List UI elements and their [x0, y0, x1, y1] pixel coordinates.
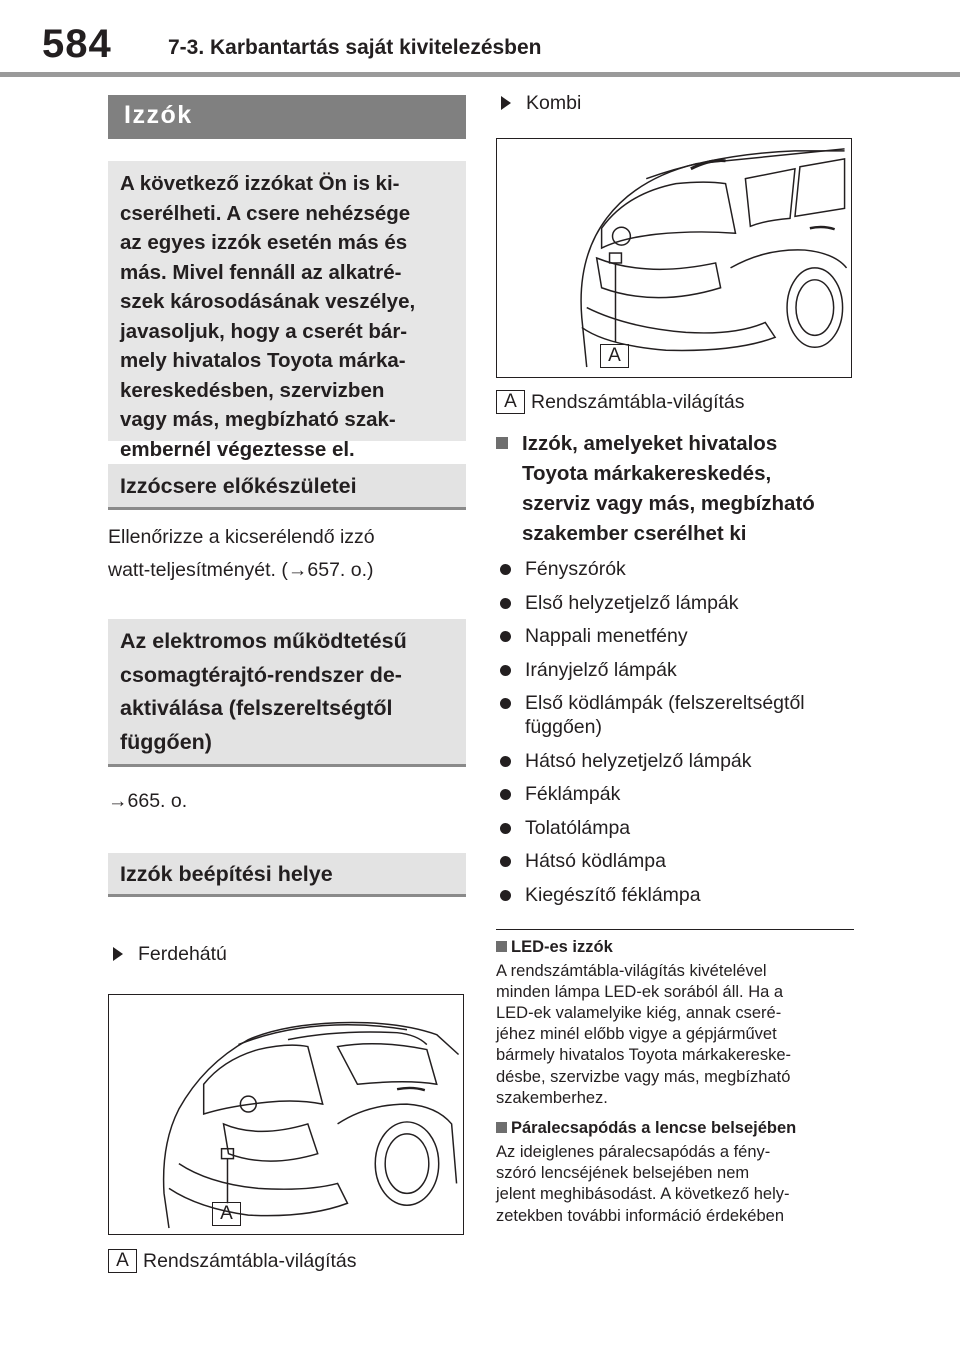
- intro-line: embernél végeztesse el.: [120, 437, 355, 461]
- bullet-dot-icon: [500, 698, 511, 709]
- caption-label-a: A: [496, 390, 525, 414]
- caption-text: Rendszámtábla-világítás: [531, 390, 745, 413]
- callout-label-a: A: [212, 1202, 241, 1226]
- bullet-dot-icon: [500, 598, 511, 609]
- paragraph-line: watt-teljesítményét. (→657. o.): [108, 559, 374, 581]
- variant-label: Ferdehátú: [138, 943, 227, 965]
- bullet-dot-icon: [500, 856, 511, 867]
- wagon-illustration: [496, 138, 852, 378]
- intro-line: cserélheti. A csere nehézsége: [120, 201, 411, 225]
- page-header: [0, 0, 960, 78]
- left-column: [108, 95, 466, 1273]
- list-item: Féklámpák: [496, 782, 856, 806]
- section-head-line: aktiválása (felszereltségtől: [120, 696, 393, 720]
- bullet-dot-icon: [500, 665, 511, 676]
- intro-line: vagy más, megbízható szak-: [120, 408, 396, 431]
- dealer-replaced-bulbs-heading: [496, 429, 856, 549]
- bullet-dot-icon: [500, 789, 511, 800]
- intro-line: javasoljuk, hogy a cserét bár-: [120, 319, 408, 343]
- section-head-power-tailgate: [108, 619, 466, 767]
- list-item: Tolatólámpa: [496, 816, 856, 840]
- list-item: Első ködlámpák (felszereltségtől függően): [496, 691, 856, 739]
- right-column: [496, 90, 856, 1227]
- section-head-bulb-locations: Izzók beépítési helye: [108, 853, 466, 897]
- list-item: Irányjelző lámpák: [496, 658, 856, 682]
- intro-line: az egyes izzók esetén más és: [120, 231, 408, 254]
- list-item: Fényszórók: [496, 557, 856, 581]
- page-reference: →665. o.: [108, 790, 188, 812]
- list-item: Nappali menetfény: [496, 624, 856, 648]
- section-title-bulbs: Izzók: [108, 95, 466, 139]
- paragraph-line: Ellenőrizze a kicserélendő izzó: [108, 526, 375, 548]
- figure-caption: [108, 1249, 466, 1273]
- section-head-line: Az elektromos működtetésű: [120, 629, 407, 653]
- bullet-dot-icon: [500, 631, 511, 642]
- bulb-list: [496, 557, 856, 907]
- chapter-title: 7-3. Karbantartás saját kivitelezésben: [168, 36, 542, 59]
- callout-label-a: A: [600, 344, 629, 368]
- note-body-led: A rendszámtábla-világítás kivételével minden lámpa LED-ek sorából áll. Ha a LED-ek valamelyike kiég, annak cseré- jéhez minél előbb vigye a gépjárművet bármely hivatalos Toyota márkakereske- désbe, szervizbe vagy más, megbízható szakemberhez.: [496, 961, 791, 1107]
- variant-label: Kombi: [526, 92, 582, 114]
- intro-line: mely hivatalos Toyota márka-: [120, 349, 406, 372]
- list-item: Hátsó ködlámpa: [496, 849, 856, 873]
- subhead-line: szakember cserélhet ki: [522, 522, 747, 545]
- intro-box: [108, 161, 466, 461]
- bullet-dot-icon: [500, 823, 511, 834]
- bullet-dot-icon: [500, 564, 511, 575]
- subhead-line: szerviz vagy más, megbízható: [522, 492, 815, 515]
- page-number: 584: [42, 22, 112, 66]
- list-item: Hátsó helyzetjelző lámpák: [496, 749, 856, 773]
- hatchback-rear-drawing: [109, 995, 463, 1234]
- list-item: Első helyzetjelző lámpák: [496, 591, 856, 615]
- square-bullet-icon: [496, 437, 508, 449]
- note-divider: [496, 929, 854, 930]
- square-bullet-icon: [496, 1122, 507, 1133]
- variant-wagon: [496, 90, 856, 116]
- subhead-line: Izzók, amelyeket hivatalos: [522, 432, 778, 455]
- section-head-line: függően): [120, 729, 212, 754]
- note-body-condensation: Az ideiglenes páralecsapódás a fény- szóró lencséjének belsejében nem jelent meghibásodást. A következő hely- zetekben további információ érdekében: [496, 1142, 790, 1225]
- bullet-dot-icon: [500, 756, 511, 767]
- intro-line: szek károsodásának veszélye,: [120, 290, 416, 313]
- wagon-rear-drawing: [497, 139, 851, 377]
- bullet-dot-icon: [500, 890, 511, 901]
- note-heading-led: LED-es izzók: [496, 936, 856, 958]
- intro-line: más. Mivel fennáll az alkatré-: [120, 260, 402, 284]
- paragraph-wattage: [108, 521, 466, 587]
- triangle-bullet-icon: [113, 947, 123, 961]
- header-rule: [0, 72, 960, 77]
- triangle-bullet-icon: [501, 96, 511, 110]
- variant-hatchback: [108, 941, 466, 967]
- caption-text: Rendszámtábla-világítás: [143, 1249, 357, 1272]
- note-heading-condensation: Páralecsapódás a lencse belsejében: [496, 1117, 856, 1139]
- caption-label-a: A: [108, 1249, 137, 1273]
- intro-line: A következő izzókat Ön is ki-: [120, 172, 400, 195]
- figure-caption: [496, 390, 856, 414]
- intro-line: kereskedésben, szervizben: [120, 378, 385, 402]
- hatchback-illustration: [108, 994, 464, 1235]
- square-bullet-icon: [496, 941, 507, 952]
- section-head-line: csomagtérajtó-rendszer de-: [120, 662, 402, 687]
- section-head-preparation: Izzócsere előkészületei: [108, 464, 466, 510]
- list-item: Kiegészítő féklámpa: [496, 883, 856, 907]
- subhead-line: Toyota márkakereskedés,: [522, 462, 772, 485]
